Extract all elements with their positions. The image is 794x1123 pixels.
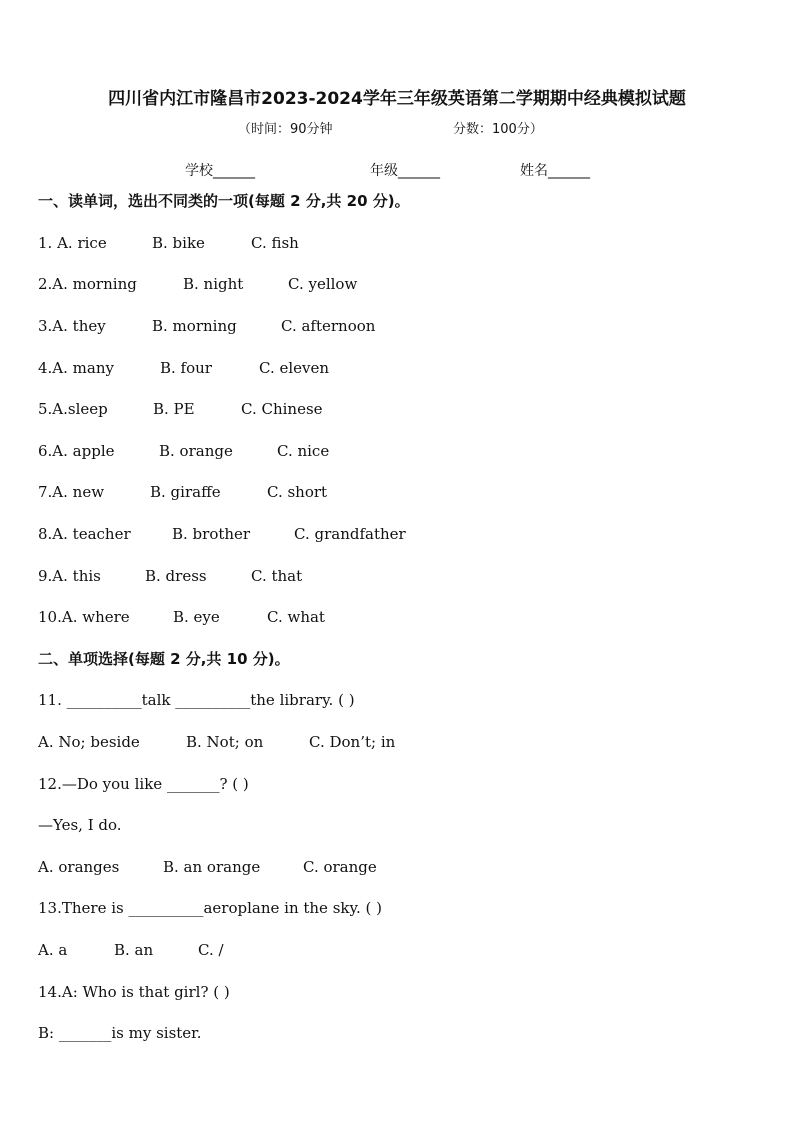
option-a: 3.A. they: [38, 317, 106, 335]
option-a: 10.A. where: [38, 608, 130, 626]
option-c: C. fish: [251, 234, 299, 252]
question-14-reply: B: _______is my sister.: [38, 1024, 202, 1042]
grade-field: 年级______: [370, 163, 440, 179]
option-c: C. Don’t; in: [309, 733, 396, 751]
option-a: 6.A. apple: [38, 442, 115, 460]
option-c: C. orange: [303, 858, 377, 876]
option-a: A. oranges: [38, 858, 120, 876]
option-c: C. yellow: [288, 275, 358, 293]
exam-score: 分数：100分）: [453, 122, 543, 137]
option-b: B. an orange: [163, 858, 261, 876]
option-b: B. dress: [145, 567, 207, 585]
question-14: 14.A: Who is that girl? ( ): [38, 983, 230, 1001]
option-c: C. /: [198, 941, 224, 959]
option-a: 7.A. new: [38, 483, 105, 501]
option-b: B. brother: [172, 525, 251, 543]
option-b: B. an: [114, 941, 154, 959]
question-12: 12.—Do you like _______? ( ): [38, 775, 249, 793]
school-field: 学校______: [185, 163, 255, 179]
option-a: A. a: [38, 941, 68, 959]
option-c: C. eleven: [259, 359, 330, 377]
option-b: B. eye: [173, 608, 220, 626]
option-b: B. Not; on: [186, 733, 264, 751]
option-c: C. what: [267, 608, 325, 626]
option-b: B. bike: [152, 234, 205, 252]
name-field: 姓名______: [520, 163, 590, 179]
option-a: 9.A. this: [38, 567, 101, 585]
question-11: 11. __________talk __________the library. ( ): [38, 691, 355, 709]
option-c: C. short: [267, 483, 328, 501]
option-a: 4.A. many: [38, 359, 114, 377]
option-b: B. night: [183, 275, 244, 293]
option-c: C. grandfather: [294, 525, 406, 543]
option-b: B. orange: [159, 442, 233, 460]
option-c: C. nice: [277, 442, 330, 460]
exam-time: （时间：90分钟: [238, 122, 333, 137]
exam-title: 四川省内江市隆昌市2023-2024学年三年级英语第二学期期中经典模拟试题: [108, 89, 686, 109]
option-b: B. giraffe: [150, 483, 221, 501]
option-a: 5.A.sleep: [38, 400, 108, 418]
option-a: 8.A. teacher: [38, 525, 131, 543]
option-b: B. morning: [152, 317, 237, 335]
option-c: C. afternoon: [281, 317, 376, 335]
option-c: C. that: [251, 567, 303, 585]
option-c: C. Chinese: [241, 400, 323, 418]
option-a: A. No; beside: [38, 733, 140, 751]
question-13: 13.There is __________aeroplane in the sky. ( ): [38, 899, 382, 917]
option-a: 2.A. morning: [38, 275, 137, 293]
option-b: B. four: [160, 359, 212, 377]
option-a: 1. A. rice: [38, 234, 107, 252]
section-2-heading: 二、单项选择(每题 2 分,共 10 分)。: [38, 650, 290, 668]
option-b: B. PE: [153, 400, 195, 418]
question-12-reply: —Yes, I do.: [38, 816, 122, 834]
section-1-heading: 一、读单词，选出不同类的一项(每题 2 分,共 20 分)。: [38, 192, 410, 210]
